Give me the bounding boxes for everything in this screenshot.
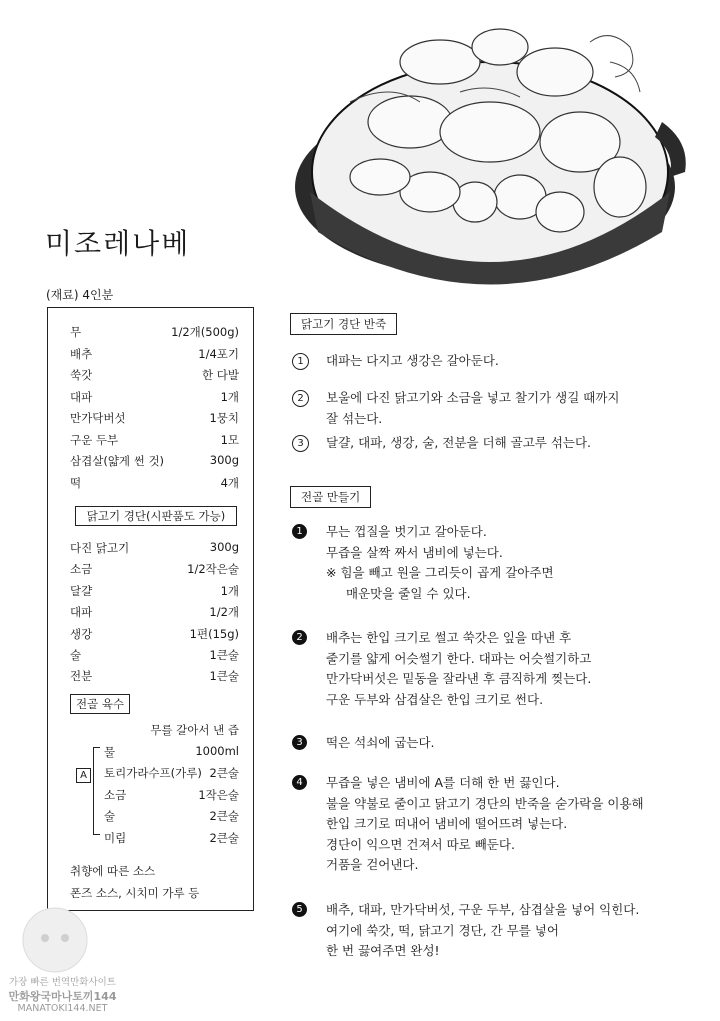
hotpot-step [292, 733, 702, 754]
section-title-hotpot: 전골 만들기 [290, 486, 371, 508]
watermark-line: MANATOKI144.NET [17, 1003, 108, 1014]
ingredient-name: 술 [70, 648, 82, 662]
ingredient-name: 구운 두부 [70, 433, 119, 447]
ingredient-qty: 한 다발 [202, 368, 239, 382]
recipe-title: 미조레나베 [45, 227, 191, 260]
ingredient-qty: 300g [209, 453, 239, 467]
ingredient-name: 달걀 [70, 584, 93, 598]
step-number: 1 [292, 524, 307, 539]
step-number: 3 [292, 735, 307, 750]
ingredient-name: 술 [104, 809, 116, 823]
ingredient-row [70, 453, 239, 471]
step-line: 배추, 대파, 만가닥버섯, 구운 두부, 삼겹살을 넣어 익힌다. [326, 902, 640, 917]
ingredient-qty: 1/2개(500g) [171, 325, 239, 339]
watermark-line: 만화왕국마나토끼144 [8, 990, 117, 1003]
meatball-step [292, 388, 702, 429]
ingredient-row [70, 432, 239, 450]
meatball-step [292, 433, 702, 454]
meatball-row [70, 668, 239, 686]
step-line: ※ 힘을 빼고 원을 그리듯이 곱게 갈아주면 [326, 565, 554, 580]
hotpot-step [292, 522, 702, 604]
step-line: 경단이 익으면 건져서 따로 빼둔다. [326, 836, 515, 852]
ingredient-name: 무 [70, 325, 82, 339]
step-line: 한 번 끓여주면 완성! [326, 943, 440, 958]
step-line: 매운맛을 줄일 수 있다. [346, 585, 471, 601]
ingredient-name: 대파 [70, 390, 93, 404]
ingredient-qty: 1/2작은술 [187, 562, 239, 576]
ingredient-qty: 2큰술 [209, 831, 239, 845]
ingredient-name: 만가닥버섯 [70, 411, 126, 425]
ingredient-qty: 1모 [220, 433, 239, 447]
meatball-header: 닭고기 경단(시판품도 가능) [75, 506, 237, 526]
step-line: 대파는 다지고 생강은 갈아둔다. [326, 353, 499, 368]
step-line: 구운 두부와 삼겹살은 한입 크기로 썬다. [326, 691, 544, 707]
ingredient-name: 토리가라수프(가루) [104, 766, 202, 780]
ingredient-row [70, 367, 239, 385]
ingredient-name: 물 [104, 745, 116, 759]
ingredient-qty: 1큰술 [209, 648, 239, 662]
ingredient-row [70, 346, 239, 364]
ingredient-row [70, 475, 239, 493]
ingredient-qty: 2큰술 [209, 766, 239, 780]
meatball-row [70, 604, 239, 622]
site-watermark [0, 900, 125, 1021]
ingredient-qty: 1/2개 [209, 605, 239, 619]
step-line: 잘 섞는다. [326, 410, 383, 426]
step-number: 3 [292, 435, 309, 452]
sauce-line: 폰즈 소스, 시치미 가루 등 [70, 886, 200, 900]
step-line: 여기에 쑥갓, 떡, 닭고기 경단, 간 무를 넣어 [326, 922, 559, 938]
broth-mix-label: A [76, 768, 91, 783]
step-line: 떡은 석쇠에 굽는다. [326, 735, 435, 750]
step-number: 5 [292, 902, 307, 917]
meatball-row [70, 647, 239, 665]
ingredient-name: 소금 [104, 788, 127, 802]
watermark-line: 가장 빠른 번역만화사이트 [9, 977, 116, 988]
ingredient-name: 떡 [70, 476, 82, 490]
hotpot-step [292, 900, 702, 962]
serving-label: (재료) 4인분 [46, 288, 114, 302]
sauce-line: 취향에 따른 소스 [70, 864, 156, 878]
ingredient-qty: 1뭉치 [209, 411, 239, 425]
section-title-meatball: 닭고기 경단 반죽 [290, 313, 397, 335]
ingredient-qty: 1개 [220, 584, 239, 598]
ingredient-qty: 2큰술 [209, 809, 239, 823]
ingredient-qty: 무를 갈아서 낸 즙 [150, 723, 239, 737]
step-line: 거품을 걷어낸다. [326, 857, 419, 872]
ingredient-name: 배추 [70, 347, 93, 361]
ingredient-name: 다진 닭고기 [70, 541, 130, 555]
step-line: 보울에 다진 닭고기와 소금을 넣고 찰기가 생길 때까지 [326, 390, 620, 405]
ingredient-name: 전분 [70, 669, 93, 683]
step-line: 무즙을 살짝 짜서 냄비에 넣는다. [326, 544, 503, 560]
broth-row [104, 808, 239, 826]
hotpot-step [292, 628, 702, 710]
ingredient-qty: 300g [209, 540, 239, 554]
meatball-step [292, 351, 702, 372]
meatball-row [70, 583, 239, 601]
step-line: 달걀, 대파, 생강, 술, 전분을 더해 골고루 섞는다. [326, 435, 592, 450]
broth-row [104, 744, 239, 762]
ingredient-qty: 1/4포기 [198, 347, 239, 361]
ingredient-row [70, 389, 239, 407]
step-line: 불을 약불로 줄이고 닭고기 경단의 반죽을 숟가락을 이용해 [326, 795, 644, 811]
step-line: 만가닥버섯은 밑동을 잘라낸 후 큼직하게 찢는다. [326, 671, 592, 686]
ingredient-row [70, 410, 239, 428]
ingredient-name: 대파 [70, 605, 93, 619]
step-number: 2 [292, 630, 307, 645]
hot-pot-illustration [290, 2, 690, 322]
ingredient-name: 미림 [104, 831, 127, 845]
step-line: 한입 크기로 떠내어 냄비에 떨어뜨려 넣는다. [326, 816, 568, 831]
meatball-row [70, 626, 239, 644]
step-line: 줄기를 얇게 어슷썰기 한다. 대파는 어슷썰기하고 [326, 650, 592, 666]
step-line: 무즙을 넣은 냄비에 A를 더해 한 번 끓인다. [326, 775, 560, 790]
ingredients-box [47, 307, 254, 911]
step-number: 4 [292, 775, 307, 790]
step-line: 배추는 한입 크기로 썰고 쑥갓은 잎을 따낸 후 [326, 630, 572, 645]
broth-row [104, 787, 239, 805]
ingredient-row [70, 324, 239, 342]
ingredient-name: 삼겹살(얇게 썬 것) [70, 454, 165, 468]
ingredient-qty: 1000ml [195, 744, 239, 758]
ingredient-qty: 1작은술 [198, 788, 239, 802]
step-line: 무는 껍질을 벗기고 갈아둔다. [326, 524, 487, 539]
broth-bracket [93, 747, 100, 835]
ingredient-name: 생강 [70, 627, 93, 641]
broth-row [148, 722, 239, 740]
ingredient-qty: 1개 [220, 390, 239, 404]
ingredient-qty: 1큰술 [209, 669, 239, 683]
ingredient-qty: 4개 [220, 476, 239, 490]
ingredient-qty: 1편(15g) [189, 627, 239, 641]
meatball-row [70, 540, 239, 558]
hotpot-step [292, 773, 702, 876]
broth-header: 전골 육수 [70, 694, 130, 714]
ingredient-name: 소금 [70, 562, 93, 576]
ingredient-name: 쑥갓 [70, 368, 93, 382]
meatball-row [70, 561, 239, 579]
broth-row [104, 830, 239, 848]
broth-row [104, 765, 239, 783]
step-number: 1 [292, 353, 309, 370]
step-number: 2 [292, 390, 309, 407]
